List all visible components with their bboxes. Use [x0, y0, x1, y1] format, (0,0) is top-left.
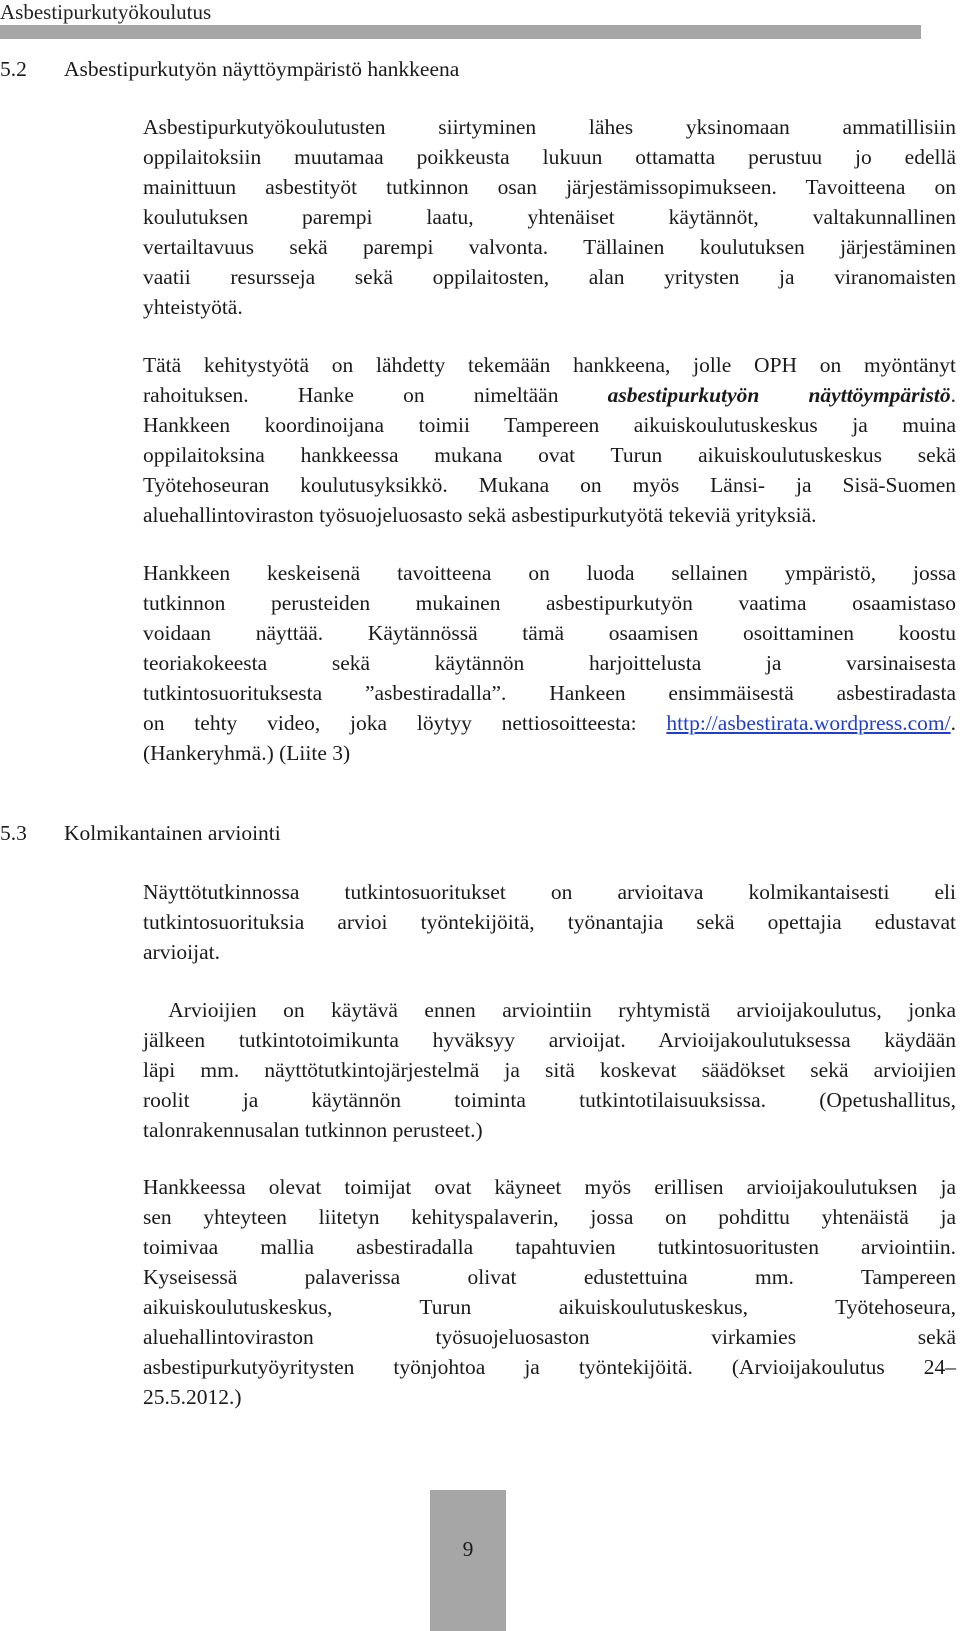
- text-line: vaatii resursseja sekä oppilaitosten, alan yritysten ja viranomaisten: [143, 265, 956, 289]
- section-title: Kolmikantainen arviointi: [64, 821, 281, 845]
- text-line: Arvioijien on käytävä ennen arviointiin ryhtymistä arvioijakoulutus, jonka: [143, 998, 956, 1022]
- text-fragment: on tehty video, joka löytyy nettiosoitteesta:: [143, 711, 667, 735]
- text-line: toimivaa mallia asbestiradalla tapahtuvien tutkintosuoritusten arviointiin.: [143, 1235, 956, 1259]
- text-fragment: rahoituksen. Hanke on nimeltään: [143, 383, 608, 407]
- text-line: tutkinnon perusteiden mukainen asbestipurkutyön vaatima osaamistaso: [143, 591, 956, 615]
- text-line: (Hankeryhmä.) (Liite 3): [143, 741, 351, 765]
- page-number-box: [430, 1490, 506, 1631]
- text-line: voidaan näyttää. Käytännössä tämä osaamisen osoittaminen koostu: [143, 621, 956, 645]
- text-line: koulutuksen parempi laatu, yhtenäiset käytännöt, valtakunnallinen: [143, 205, 956, 229]
- text-line: 25.5.2012.): [143, 1385, 242, 1409]
- project-name-emphasis: asbestipurkutyön näyttöympäristö: [607, 383, 951, 407]
- text-line: Hankkeessa olevat toimijat ovat käyneet myös erillisen arvioijakoulutuksen ja: [143, 1175, 956, 1199]
- text-line: mainittuun asbestityöt tutkinnon osan järjestämissopimukseen. Tavoitteena on: [143, 175, 956, 199]
- text-line: Näyttötutkinnossa tutkintosuoritukset on arvioitava kolmikantaisesti eli: [143, 880, 956, 904]
- section-heading-5-2: [0, 56, 459, 82]
- text-fragment: .: [950, 383, 956, 407]
- text-fragment: .: [950, 711, 956, 735]
- text-line: aluehallintoviraston työsuojeluosasto sekä asbestipurkutyötä tekeviä yrityksiä.: [143, 503, 817, 527]
- text-line: Hankkeen keskeisenä tavoitteena on luoda sellainen ympäristö, jossa: [143, 561, 956, 585]
- paragraph-5-2-1: [143, 112, 956, 322]
- running-header: Asbestipurkutyökoulutus: [0, 0, 212, 24]
- text-line: vertailtavuus sekä parempi valvonta. Tällainen koulutuksen järjestäminen: [143, 235, 956, 259]
- page-number: 9: [462, 1537, 474, 1561]
- paragraph-5-3-2: [143, 995, 956, 1145]
- text-line: tutkintosuorituksesta ”asbestiradalla”. Hankeen ensimmäisestä asbestiradasta: [143, 681, 956, 705]
- section-heading-5-3: [0, 820, 281, 846]
- paragraph-5-3-3: [143, 1172, 956, 1412]
- paragraph-5-3-1: [143, 877, 956, 967]
- text-line: Hankkeen koordinoijana toimii Tampereen aikuiskoulutuskeskus ja muina: [143, 413, 956, 437]
- text-line: roolit ja käytännön toiminta tutkintotilaisuuksissa. (Opetushallitus,: [143, 1088, 956, 1112]
- video-link[interactable]: http://asbestirata.wordpress.com/: [666, 711, 951, 735]
- text-line: jälkeen tutkintotoimikunta hyväksyy arvioijat. Arvioijakoulutuksessa käydään: [143, 1028, 956, 1052]
- text-line: yhteistyötä.: [143, 295, 243, 319]
- text-line: aikuiskoulutuskeskus, Turun aikuiskoulutuskeskus, Työtehoseura,: [143, 1295, 956, 1319]
- text-line: Asbestipurkutyökoulutusten siirtyminen lähes yksinomaan ammatillisiin: [143, 115, 956, 139]
- text-line: teoriakokeesta sekä käytännön harjoittelusta ja varsinaisesta: [143, 651, 956, 675]
- text-line: Kyseisessä palaverissa olivat edustettuina mm. Tampereen: [143, 1265, 956, 1289]
- paragraph-5-2-2: [143, 350, 956, 530]
- text-line: sen yhteyteen liitetyn kehityspalaverin, jossa on pohdittu yhtenäistä ja: [143, 1205, 956, 1229]
- section-number: 5.2: [0, 57, 27, 81]
- text-line: Tätä kehitystyötä on lähdetty tekemään hankkeena, jolle OPH on myöntänyt: [143, 353, 956, 377]
- text-line: oppilaitoksina hankkeessa mukana ovat Turun aikuiskoulutuskeskus sekä: [143, 443, 956, 467]
- text-line: aluehallintoviraston työsuojeluosaston virkamies sekä: [143, 1325, 956, 1349]
- text-line: asbestipurkutyöyritysten työnjohtoa ja työntekijöitä. (Arvioijakoulutus 24–: [143, 1355, 956, 1379]
- paragraph-5-2-3: [143, 558, 956, 768]
- text-line: arvioijat.: [143, 940, 221, 964]
- text-line: [143, 380, 956, 410]
- header-rule: [0, 25, 921, 39]
- text-line: tutkintosuorituksia arvioi työntekijöitä, työnantajia sekä opettajia edustavat: [143, 910, 956, 934]
- section-title: Asbestipurkutyön näyttöympäristö hankkeena: [64, 57, 460, 81]
- text-line: oppilaitoksiin muutamaa poikkeusta lukuun ottamatta perustuu jo edellä: [143, 145, 956, 169]
- section-number: 5.3: [0, 821, 27, 845]
- text-line: läpi mm. näyttötutkintojärjestelmä ja sitä koskevat säädökset sekä arvioijien: [143, 1058, 956, 1082]
- text-line: talonrakennusalan tutkinnon perusteet.): [143, 1118, 483, 1142]
- text-line: [143, 708, 956, 738]
- text-line: Työtehoseuran koulutusyksikkö. Mukana on myös Länsi- ja Sisä-Suomen: [143, 473, 956, 497]
